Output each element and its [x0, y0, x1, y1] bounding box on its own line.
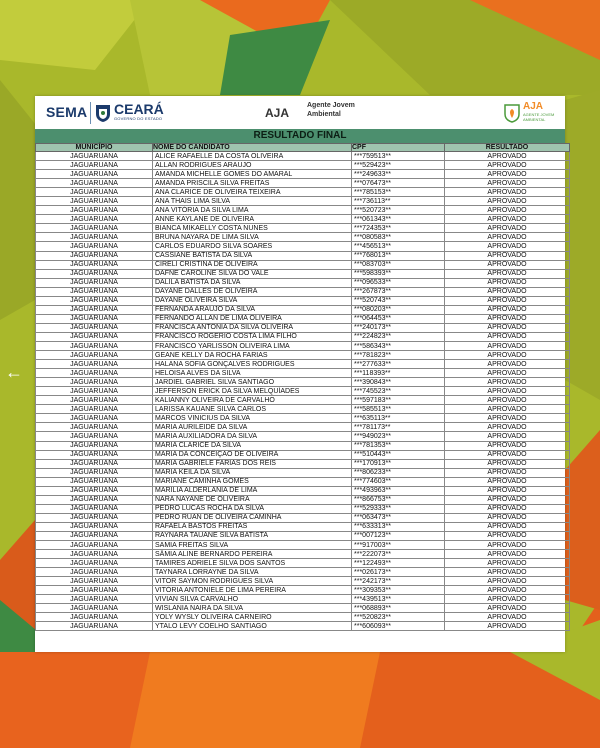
cell-cpf: ***633313** [352, 522, 445, 531]
table-row [36, 604, 570, 613]
cell-municipio: JAGUARUANA [36, 197, 153, 206]
cell-resultado: APROVADO [445, 559, 570, 568]
cell-resultado: APROVADO [445, 459, 570, 468]
cell-cpf: ***745523** [352, 387, 445, 396]
cell-municipio: JAGUARUANA [36, 269, 153, 278]
cell-resultado: APROVADO [445, 206, 570, 215]
cell-nome: FERNANDA ARAUJO DA SILVA [153, 305, 352, 314]
cell-municipio: JAGUARUANA [36, 188, 153, 197]
back-arrow-icon[interactable]: ← [5, 362, 23, 382]
cell-cpf: ***585513** [352, 405, 445, 414]
cell-municipio: JAGUARUANA [36, 260, 153, 269]
cell-resultado: APROVADO [445, 332, 570, 341]
aja-logo-text: AJA [523, 101, 544, 112]
cell-municipio: JAGUARUANA [36, 468, 153, 477]
cell-nome: DAYANE DALLES DE OLIVEIRA [153, 287, 352, 296]
cell-cpf: ***774603** [352, 477, 445, 486]
cell-resultado: APROVADO [445, 152, 570, 161]
cell-municipio: JAGUARUANA [36, 161, 153, 170]
cell-municipio: JAGUARUANA [36, 595, 153, 604]
cell-cpf: ***439513** [352, 595, 445, 604]
table-row [36, 387, 570, 396]
cell-cpf: ***598393** [352, 269, 445, 278]
cell-municipio: JAGUARUANA [36, 486, 153, 495]
cell-cpf: ***529333** [352, 504, 445, 513]
cell-resultado: APROVADO [445, 369, 570, 378]
cell-municipio: JAGUARUANA [36, 450, 153, 459]
cell-nome: PEDRO RUAN DE OLIVEIRA CAMINHA [153, 513, 352, 522]
cell-nome: ANA CLARICE DE OLIVEIRA TEIXEIRA [153, 188, 352, 197]
cell-municipio: JAGUARUANA [36, 360, 153, 369]
cell-nome: DAFNE CAROLINE SILVA DO VALE [153, 269, 352, 278]
cell-nome: ANNE KAYLANE DE OLIVEIRA [153, 215, 352, 224]
cell-nome: FRANCISCO YARLISSON OLIVEIRA LIMA [153, 341, 352, 350]
cell-resultado: APROVADO [445, 405, 570, 414]
cell-cpf: ***606093** [352, 622, 445, 631]
cell-resultado: APROVADO [445, 595, 570, 604]
results-table [35, 143, 570, 631]
cell-nome: MARIA AURILEIDE DA SILVA [153, 423, 352, 432]
table-row [36, 550, 570, 559]
cell-resultado: APROVADO [445, 586, 570, 595]
cell-resultado: APROVADO [445, 522, 570, 531]
cell-cpf: ***520823** [352, 613, 445, 622]
cell-cpf: ***529423** [352, 161, 445, 170]
ceara-crest-icon [95, 103, 111, 123]
cell-cpf: ***080583** [352, 233, 445, 242]
cell-cpf: ***170913** [352, 459, 445, 468]
cell-cpf: ***083703** [352, 260, 445, 269]
cell-resultado: APROVADO [445, 613, 570, 622]
cell-cpf: ***026173** [352, 568, 445, 577]
cell-cpf: ***806233** [352, 468, 445, 477]
table-row [36, 414, 570, 423]
cell-municipio: JAGUARUANA [36, 369, 153, 378]
cell-cpf: ***456513** [352, 242, 445, 251]
cell-nome: CASSIANE BATISTA DA SILVA [153, 251, 352, 260]
cell-municipio: JAGUARUANA [36, 332, 153, 341]
cell-resultado: APROVADO [445, 197, 570, 206]
cell-nome: AMANDA PRISCILA SILVA FREITAS [153, 179, 352, 188]
cell-nome: ANA THAIS LIMA SILVA [153, 197, 352, 206]
results-body [36, 152, 570, 631]
cell-municipio: JAGUARUANA [36, 305, 153, 314]
cell-municipio: JAGUARUANA [36, 179, 153, 188]
program-short-name: AJA [265, 106, 290, 120]
document-header [35, 96, 565, 129]
cell-nome: PEDRO LUCAS ROCHA DA SILVA [153, 504, 352, 513]
table-header-row [36, 144, 570, 152]
cell-resultado: APROVADO [445, 441, 570, 450]
cell-nome: BRUNA NAYARA DE LIMA SILVA [153, 233, 352, 242]
table-row [36, 486, 570, 495]
cell-resultado: APROVADO [445, 450, 570, 459]
cell-municipio: JAGUARUANA [36, 152, 153, 161]
cell-municipio: JAGUARUANA [36, 351, 153, 360]
cell-cpf: ***781823** [352, 351, 445, 360]
cell-municipio: JAGUARUANA [36, 278, 153, 287]
aja-logo-subtitle: AGENTE JOVEM AMBIENTAL [523, 112, 555, 122]
cell-cpf: ***493963** [352, 486, 445, 495]
table-row [36, 215, 570, 224]
cell-resultado: APROVADO [445, 242, 570, 251]
cell-cpf: ***917003** [352, 541, 445, 550]
cell-municipio: JAGUARUANA [36, 387, 153, 396]
cell-nome: KALIANNY OLIVEIRA DE CARVALHO [153, 396, 352, 405]
cell-resultado: APROVADO [445, 604, 570, 613]
cell-nome: YOLY WYSLY OLIVEIRA CARNEIRO [153, 613, 352, 622]
cell-nome: MARCOS VINICIUS DA SILVA [153, 414, 352, 423]
cell-municipio: JAGUARUANA [36, 568, 153, 577]
table-row [36, 613, 570, 622]
table-row [36, 296, 570, 305]
cell-cpf: ***118393** [352, 369, 445, 378]
cell-nome: LARISSA KAUANE SILVA CARLOS [153, 405, 352, 414]
cell-municipio: JAGUARUANA [36, 432, 153, 441]
cell-resultado: APROVADO [445, 296, 570, 305]
cell-municipio: JAGUARUANA [36, 378, 153, 387]
table-row [36, 369, 570, 378]
cell-resultado: APROVADO [445, 396, 570, 405]
cell-municipio: JAGUARUANA [36, 477, 153, 486]
aja-leaf-logo-icon [503, 101, 521, 123]
table-row [36, 622, 570, 631]
table-row [36, 495, 570, 504]
cell-nome: WISLANIA NAIRA DA SILVA [153, 604, 352, 613]
cell-nome: FERNANDO ALLAN DE LIMA OLIVEIRA [153, 314, 352, 323]
cell-cpf: ***240173** [352, 323, 445, 332]
cell-nome: VITÓRIA ANTONIELE DE LIMA PEREIRA [153, 586, 352, 595]
cell-nome: BIANCA MIKAELLY COSTA NUNES [153, 224, 352, 233]
table-row [36, 351, 570, 360]
cell-resultado: APROVADO [445, 577, 570, 586]
cell-resultado: APROVADO [445, 486, 570, 495]
cell-nome: VITOR SAYMON RODRIGUES SILVA [153, 577, 352, 586]
cell-municipio: JAGUARUANA [36, 441, 153, 450]
cell-cpf: ***597183** [352, 396, 445, 405]
cell-municipio: JAGUARUANA [36, 170, 153, 179]
cell-municipio: JAGUARUANA [36, 586, 153, 595]
cell-cpf: ***249633** [352, 170, 445, 179]
table-row [36, 152, 570, 161]
table-row [36, 224, 570, 233]
cell-cpf: ***866753** [352, 495, 445, 504]
cell-resultado: APROVADO [445, 215, 570, 224]
table-row [36, 269, 570, 278]
cell-cpf: ***122493** [352, 559, 445, 568]
cell-resultado: APROVADO [445, 622, 570, 631]
table-row [36, 161, 570, 170]
table-row [36, 522, 570, 531]
cell-resultado: APROVADO [445, 423, 570, 432]
table-row [36, 450, 570, 459]
table-row [36, 559, 570, 568]
table-row [36, 586, 570, 595]
program-full-name: Agente Jovem Ambiental [307, 102, 355, 118]
cell-cpf: ***785153** [352, 188, 445, 197]
cell-nome: MARIA KEILA DA SILVA [153, 468, 352, 477]
table-row [36, 477, 570, 486]
cell-municipio: JAGUARUANA [36, 550, 153, 559]
cell-resultado: APROVADO [445, 387, 570, 396]
cell-cpf: ***076473** [352, 179, 445, 188]
cell-resultado: APROVADO [445, 513, 570, 522]
table-row [36, 504, 570, 513]
table-row [36, 251, 570, 260]
cell-resultado: APROVADO [445, 260, 570, 269]
cell-municipio: JAGUARUANA [36, 613, 153, 622]
cell-cpf: ***222073** [352, 550, 445, 559]
cell-nome: GEANE KELLY DA ROCHA FARIAS [153, 351, 352, 360]
ceara-subtitle: GOVERNO DO ESTADO [114, 116, 163, 121]
cell-municipio: JAGUARUANA [36, 559, 153, 568]
table-row [36, 595, 570, 604]
table-row [36, 577, 570, 586]
cell-municipio: JAGUARUANA [36, 215, 153, 224]
cell-cpf: ***635113** [352, 414, 445, 423]
cell-cpf: ***510443** [352, 450, 445, 459]
cell-nome: ALLAN RODRIGUES ARAUJO [153, 161, 352, 170]
cell-cpf: ***064453** [352, 314, 445, 323]
cell-nome: DALILA BATISTA DA SILVA [153, 278, 352, 287]
cell-cpf: ***724353** [352, 224, 445, 233]
table-row [36, 242, 570, 251]
cell-cpf: ***781173** [352, 423, 445, 432]
cell-nome: TAMIRES ADRIELE SILVA DOS SANTOS [153, 559, 352, 568]
cell-municipio: JAGUARUANA [36, 206, 153, 215]
table-row [36, 188, 570, 197]
cell-nome: CARLOS EDUARDO SILVA SOARES [153, 242, 352, 251]
column-header-resultado: RESULTADO [445, 144, 570, 152]
cell-municipio: JAGUARUANA [36, 604, 153, 613]
cell-resultado: APROVADO [445, 351, 570, 360]
cell-cpf: ***768013** [352, 251, 445, 260]
sema-logo: SEMA [46, 104, 88, 120]
cell-nome: TAYNARA LORRAYNE DA SILVA [153, 568, 352, 577]
cell-nome: VIVIAN SILVA CARVALHO [153, 595, 352, 604]
cell-nome: RAYNARA TAUANE SILVA BATISTA [153, 531, 352, 540]
cell-resultado: APROVADO [445, 269, 570, 278]
table-row [36, 459, 570, 468]
cell-resultado: APROVADO [445, 531, 570, 540]
table-row [36, 405, 570, 414]
cell-municipio: JAGUARUANA [36, 531, 153, 540]
cell-nome: MARIA DA CONCEIÇÃO DE OLIVEIRA [153, 450, 352, 459]
table-row [36, 305, 570, 314]
table-row [36, 396, 570, 405]
cell-nome: FRANCISCA ANTONIA DA SILVA OLIVEIRA [153, 323, 352, 332]
cell-municipio: JAGUARUANA [36, 405, 153, 414]
cell-resultado: APROVADO [445, 314, 570, 323]
cell-municipio: JAGUARUANA [36, 341, 153, 350]
cell-municipio: JAGUARUANA [36, 414, 153, 423]
results-title: RESULTADO FINAL [35, 129, 565, 143]
cell-cpf: ***242173** [352, 577, 445, 586]
cell-cpf: ***949023** [352, 432, 445, 441]
cell-resultado: APROVADO [445, 341, 570, 350]
ceara-logo: CEARÁ [114, 101, 164, 117]
cell-resultado: APROVADO [445, 568, 570, 577]
cell-nome: CIRELI CRISTINA DE OLIVEIRA [153, 260, 352, 269]
cell-municipio: JAGUARUANA [36, 577, 153, 586]
table-row [36, 278, 570, 287]
cell-resultado: APROVADO [445, 251, 570, 260]
cell-nome: NARA NAYANE DE OLIVEIRA [153, 495, 352, 504]
cell-cpf: ***061343** [352, 215, 445, 224]
logo-divider [90, 102, 91, 124]
cell-municipio: JAGUARUANA [36, 396, 153, 405]
cell-municipio: JAGUARUANA [36, 459, 153, 468]
cell-nome: YTALO LEVY COELHO SANTIAGO [153, 622, 352, 631]
cell-cpf: ***267873** [352, 287, 445, 296]
cell-cpf: ***736113** [352, 197, 445, 206]
cell-municipio: JAGUARUANA [36, 423, 153, 432]
cell-resultado: APROVADO [445, 224, 570, 233]
cell-municipio: JAGUARUANA [36, 323, 153, 332]
cell-nome: SAMIA FREITAS SILVA [153, 541, 352, 550]
table-row [36, 441, 570, 450]
table-row [36, 513, 570, 522]
cell-municipio: JAGUARUANA [36, 522, 153, 531]
cell-municipio: JAGUARUANA [36, 287, 153, 296]
cell-resultado: APROVADO [445, 161, 570, 170]
cell-nome: MARIA CLARICE DA SILVA [153, 441, 352, 450]
table-row [36, 541, 570, 550]
cell-resultado: APROVADO [445, 278, 570, 287]
cell-municipio: JAGUARUANA [36, 242, 153, 251]
table-row [36, 287, 570, 296]
column-header-cpf: CPF [352, 144, 445, 152]
cell-resultado: APROVADO [445, 414, 570, 423]
cell-resultado: APROVADO [445, 188, 570, 197]
table-row [36, 360, 570, 369]
cell-municipio: JAGUARUANA [36, 622, 153, 631]
cell-nome: HALANA SOFIA GONÇALVES RODRIGUES [153, 360, 352, 369]
cell-nome: SÂMIA ALINE BERNARDO PEREIRA [153, 550, 352, 559]
cell-resultado: APROVADO [445, 504, 570, 513]
table-row [36, 197, 570, 206]
cell-municipio: JAGUARUANA [36, 296, 153, 305]
table-row [36, 468, 570, 477]
cell-resultado: APROVADO [445, 287, 570, 296]
cell-nome: ALICE RAFAELLE DA COSTA OLIVEIRA [153, 152, 352, 161]
cell-resultado: APROVADO [445, 541, 570, 550]
cell-cpf: ***080203** [352, 305, 445, 314]
table-row [36, 332, 570, 341]
column-header-nome: NOME DO CANDIDATO [153, 144, 352, 152]
table-row [36, 568, 570, 577]
cell-resultado: APROVADO [445, 495, 570, 504]
results-document [35, 96, 565, 652]
table-row [36, 314, 570, 323]
cell-cpf: ***096533** [352, 278, 445, 287]
cell-cpf: ***309353** [352, 586, 445, 595]
cell-resultado: APROVADO [445, 323, 570, 332]
cell-municipio: JAGUARUANA [36, 224, 153, 233]
table-row [36, 531, 570, 540]
table-row [36, 260, 570, 269]
cell-municipio: JAGUARUANA [36, 314, 153, 323]
table-row [36, 432, 570, 441]
cell-cpf: ***063473** [352, 513, 445, 522]
cell-cpf: ***277633** [352, 360, 445, 369]
cell-resultado: APROVADO [445, 378, 570, 387]
cell-nome: MARILIA ALDERLANIA DE LIMA [153, 486, 352, 495]
cell-cpf: ***781353** [352, 441, 445, 450]
cell-resultado: APROVADO [445, 170, 570, 179]
cell-resultado: APROVADO [445, 468, 570, 477]
cell-nome: MARIANE CAMINHA GOMES [153, 477, 352, 486]
cell-municipio: JAGUARUANA [36, 504, 153, 513]
cell-nome: AMANDA MICHELLE GOMES DO AMARAL [153, 170, 352, 179]
cell-nome: ANA VITÓRIA DA SILVA LIMA [153, 206, 352, 215]
cell-cpf: ***224823** [352, 332, 445, 341]
column-header-municipio: MUNICÍPIO [36, 144, 153, 152]
cell-nome: FRANCISCO ROGERIO COSTA LIMA FILHO [153, 332, 352, 341]
cell-nome: JARDIEL GABRIEL SILVA SANTIAGO [153, 378, 352, 387]
cell-municipio: JAGUARUANA [36, 251, 153, 260]
cell-resultado: APROVADO [445, 360, 570, 369]
cell-municipio: JAGUARUANA [36, 541, 153, 550]
cell-resultado: APROVADO [445, 233, 570, 242]
cell-resultado: APROVADO [445, 432, 570, 441]
cell-resultado: APROVADO [445, 179, 570, 188]
cell-cpf: ***068893** [352, 604, 445, 613]
cell-cpf: ***520723** [352, 206, 445, 215]
cell-cpf: ***586343** [352, 341, 445, 350]
cell-resultado: APROVADO [445, 477, 570, 486]
cell-municipio: JAGUARUANA [36, 233, 153, 242]
cell-cpf: ***520743** [352, 296, 445, 305]
cell-resultado: APROVADO [445, 550, 570, 559]
cell-resultado: APROVADO [445, 305, 570, 314]
table-row [36, 179, 570, 188]
cell-nome: DAYANE OLIVEIRA SILVA [153, 296, 352, 305]
cell-nome: MARIA GABRIELE FARIAS DOS REIS [153, 459, 352, 468]
cell-nome: MARIA AUXILIADORA DA SILVA [153, 432, 352, 441]
table-row [36, 170, 570, 179]
cell-nome: JEFFERSON ERICK DA SILVA MELQUÍADES [153, 387, 352, 396]
table-row [36, 341, 570, 350]
table-row [36, 423, 570, 432]
cell-municipio: JAGUARUANA [36, 513, 153, 522]
table-row [36, 233, 570, 242]
cell-nome: RAFAELA BASTOS FREITAS [153, 522, 352, 531]
cell-cpf: ***759513** [352, 152, 445, 161]
cell-cpf: ***390843** [352, 378, 445, 387]
table-row [36, 378, 570, 387]
cell-nome: HELOISA ALVES DA SILVA [153, 369, 352, 378]
cell-cpf: ***007123** [352, 531, 445, 540]
table-row [36, 323, 570, 332]
table-row [36, 206, 570, 215]
cell-municipio: JAGUARUANA [36, 495, 153, 504]
